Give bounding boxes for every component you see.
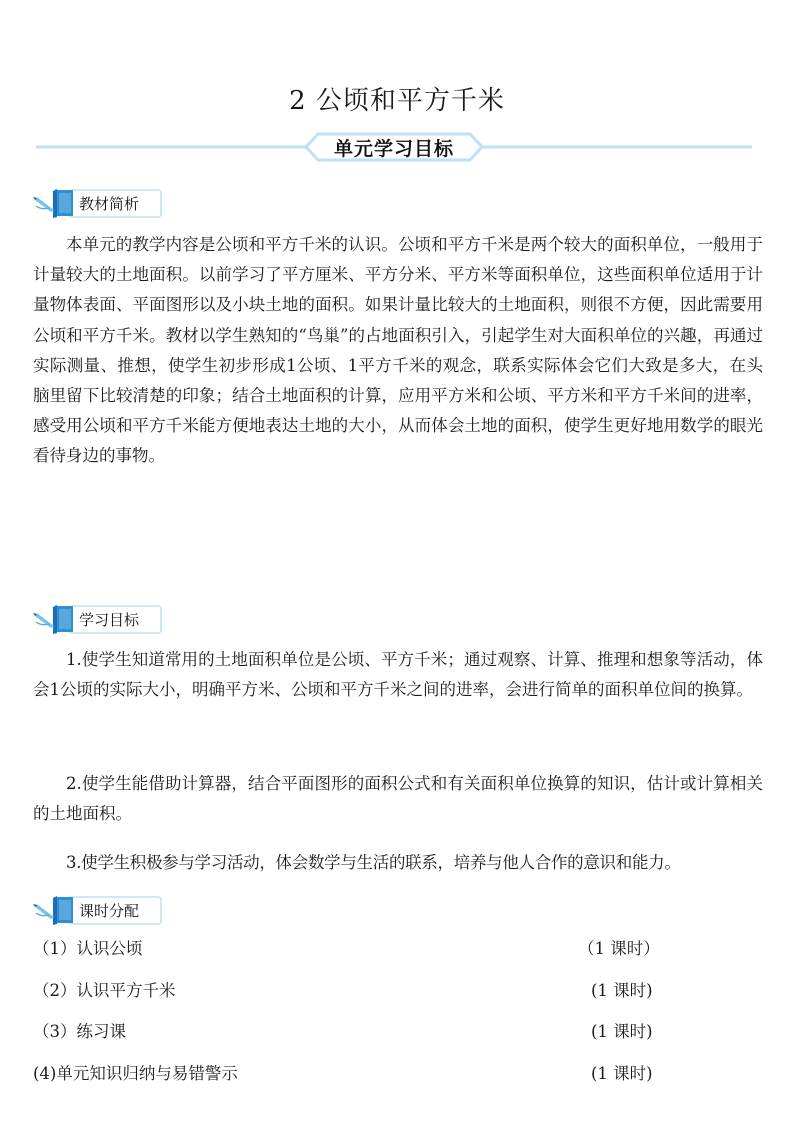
chapter-title: 2 公顷和平方千米 — [289, 86, 505, 116]
banner-title: 单元学习目标 — [333, 138, 454, 160]
schedule-row — [33, 934, 673, 964]
lesson-name: （3）练习课 — [33, 1022, 126, 1041]
section-header-schedule — [33, 893, 163, 927]
lesson-hours: (1 课时) — [591, 1064, 653, 1083]
objective-item: 1.使学生知道常用的土地面积单位是公顷、平方千米；通过观察、计算、推理和想象等活动，体会1公顷的实际大小，明确平方米、公顷和平方千米之间的进率，会进行简单的面积单位间的换算。 — [33, 650, 763, 700]
lesson-hours: (1 课时) — [591, 981, 653, 1000]
section-label: 教材简析 — [79, 195, 140, 213]
lesson-name: （2）认识平方千米 — [33, 981, 176, 1000]
section-label: 学习目标 — [79, 611, 140, 629]
objective-item: 3.使学生积极参与学习活动，体会数学与生活的联系，培养与他人合作的意识和能力。 — [66, 853, 681, 872]
unit-objectives-banner — [36, 132, 752, 162]
lesson-hours: (1 课时) — [591, 1022, 653, 1041]
schedule-row — [33, 1059, 673, 1089]
section-header-analysis — [33, 186, 163, 220]
schedule-row — [33, 1017, 673, 1047]
objective-item: 2.使学生能借助计算器，结合平面图形的面积公式和有关面积单位换算的知识，估计或计算相关的土地面积。 — [33, 774, 763, 824]
schedule-row — [33, 976, 673, 1006]
section-label: 课时分配 — [79, 902, 140, 920]
lesson-name: (4)单元知识归纳与易错警示 — [33, 1064, 238, 1083]
lesson-hours: （1 课时） — [578, 939, 660, 958]
analysis-paragraph: 本单元的教学内容是公顷和平方千米的认识。公顷和平方千米是两个较大的面积单位，一般用于计量较大的土地面积。以前学习了平方厘米、平方分米、平方米等面积单位，这些面积单位适用于计量物体表面、平面图形以及小块土地的面积。如果计量比较大的土地面积，则很不方便，因此需要用公顷和平方千米。教材以学生熟知的“鸟巢”的占地面积引入，引起学生对大面积单位的兴趣，再通过实际测量、推想，使学生初步形成1公顷、1平方千米的观念，联系实际体会它们大致是多大，在头脑里留下比较清楚的印象；结合土地面积的计算，应用平方米和公顷、平方米和平方千米间的进率，感受用公顷和平方千米能方便地表达土地的大小，从而体会土地的面积，使学生更好地用数学的眼光看待身边的事物。 — [33, 235, 763, 466]
lesson-name: （1）认识公顷 — [33, 939, 143, 958]
section-header-objectives — [33, 602, 163, 636]
